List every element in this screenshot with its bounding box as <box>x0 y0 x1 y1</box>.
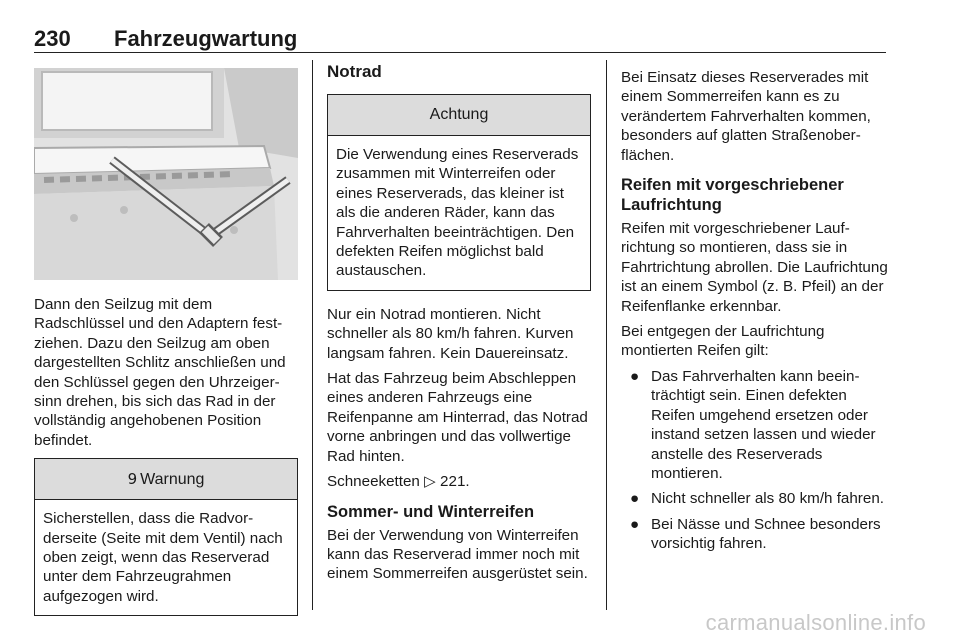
list-item <box>621 489 889 508</box>
page-header <box>34 26 886 53</box>
paragraph: Nur ein Notrad montieren. Nicht schneller als 80 km/h fahren. Kurven langsam fahren. Kein Dauereinsatz. <box>327 305 574 362</box>
bullet-icon: ● <box>630 515 640 533</box>
list-item <box>621 515 889 554</box>
section-heading-direction: Reifen mit vorgeschriebener Laufrichtung <box>621 176 844 215</box>
bullet-icon: ● <box>630 490 640 508</box>
page-title: Fahrzeugwartung <box>114 26 298 51</box>
paragraph: Bei der Verwendung von Winterreifen kann das Reserverad immer noch mit einem Sommerreifen ausgerüstet sein. <box>327 526 588 583</box>
column-divider <box>606 60 607 610</box>
warning-title: Warnung <box>140 470 205 488</box>
list-item-text: Nicht schneller als 80 km/h fahren. <box>651 490 884 508</box>
paragraph: Reifen mit vorgeschriebener Laufrichtung so montieren, dass sie in Fahrtrichtung abrollen. Die Laufrichtung ist an einem Symbol (z. B. Pfeil) an der Reifenflanke erkennbar. <box>621 220 888 315</box>
caution-header: Achtung <box>328 95 590 136</box>
warning-box <box>34 458 298 616</box>
page-number: 230 <box>34 26 71 51</box>
list-item-text: Das Fahrverhalten kann beeinträchtigt sein. Einen defekten Reifen umgehend ersetzen oder instand setzen lassen und wieder anstelle des Reserverads montieren. <box>651 367 876 482</box>
warning-text: Sicherstellen, dass die Radvorderseite (Seite mit dem Ventil) nach oben zeigt, wenn das Reserverad unter dem Fahrzeugrahmen aufgezogen wird. <box>43 510 283 605</box>
column-3 <box>621 62 889 560</box>
section-heading-tires: Sommer- und Winterreifen <box>327 502 535 521</box>
cross-reference <box>327 472 591 491</box>
winch-instructions: Dann den Seilzug mit dem Radschlüssel und den Adaptern festziehen. Dazu den Seilzug am oben dargestellten Schlitz anschließen und den Schlüssel gegen den Uhrzeigersinn drehen, bis sich das Rad in der vollständig angehobenen Position befindet. <box>34 296 286 449</box>
bullet-icon: ● <box>630 367 640 385</box>
section-heading-notrad: Notrad <box>327 62 382 81</box>
list-item-text: Bei Nässe und Schnee besonders vorsichtig fahren. <box>651 515 881 553</box>
warning-icon: 9 <box>127 469 138 488</box>
caution-text: Die Verwendung eines Reserverads zusammen mit Winterreifen oder eines Reserverads, das kleiner ist als die anderen Räder, kann das Fahrverhalten beeinträchtigen. Den defekten Reifen möglichst bald austauschen. <box>336 146 579 280</box>
warning-header <box>35 459 297 500</box>
page-reference[interactable]: 221. <box>440 473 470 491</box>
paragraph: Hat das Fahrzeug beim Abschleppen eines anderen Fahrzeugs eine Reifenpanne am Hinterrad, das Notrad vorne anbringen und das vollwertige Rad hinten. <box>327 370 588 465</box>
caution-box <box>327 94 591 291</box>
paragraph: Bei entgegen der Laufrichtung montierten Reifen gilt: <box>621 323 825 360</box>
spare-wheel-winch-illustration <box>34 68 298 280</box>
list-item <box>621 367 889 483</box>
vehicle-rear-wrench-image <box>34 68 298 280</box>
reference-arrow-icon: ▷ <box>424 473 436 491</box>
paragraph: Bei Einsatz dieses Reserverades mit einem Sommerreifen kann es zu verändertem Fahrverhalten kommen, besonders auf glatten Straßenoberflächen. <box>621 69 871 164</box>
cross-reference-label: Schneeketten <box>327 473 420 491</box>
column-divider <box>312 60 313 610</box>
bullet-list <box>621 367 889 554</box>
column-2 <box>327 62 591 590</box>
watermark: carmanualsonline.info <box>705 610 926 635</box>
column-1 <box>34 62 298 626</box>
